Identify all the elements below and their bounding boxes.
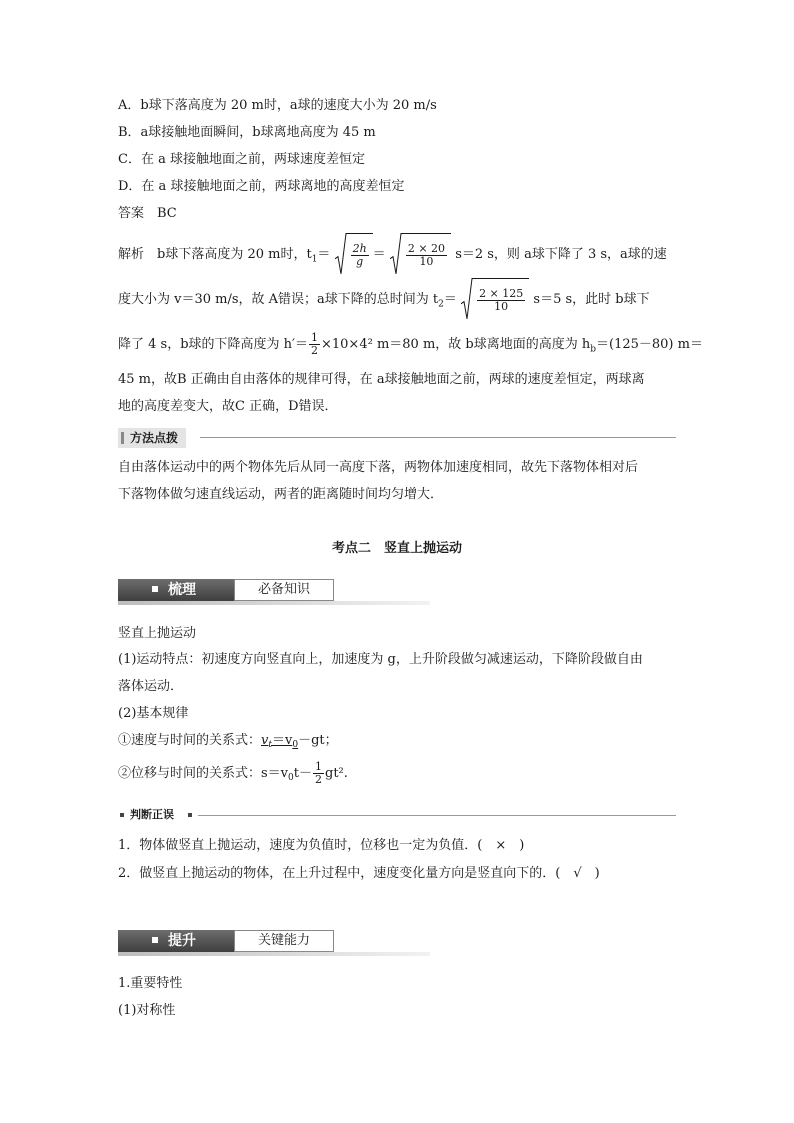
formula-part: gt². — [325, 766, 348, 781]
option-a: A．b球下落高度为 20 m时，a球的速度大小为 20 m/s — [118, 98, 437, 113]
analysis-line-2 — [118, 278, 650, 325]
knowledge-p3 — [118, 731, 338, 755]
analysis-line-4: 45 m，故B 正确由自由落体的规律可得，在 a球接触地面之前，两球的速度差恒定，两球离 — [118, 372, 645, 387]
subscript: 0 — [288, 773, 294, 783]
divider — [200, 437, 676, 438]
formula-part: ＝v — [272, 733, 293, 748]
tip-line-1: 自由落体运动中的两个物体先后从同一高度下落，两物体加速度相同，故先下落物体相对后 — [118, 460, 639, 475]
analysis-text: s＝5 s，此时 b球下 — [533, 292, 650, 307]
section-header-light: 关键能力 — [234, 930, 334, 952]
analysis-text: 度大小为 v＝30 m/s，故 A错误；a球下降的总时间为 t — [118, 292, 439, 307]
option-d: D．在 a 球接触地面之前，两球离地的高度差恒定 — [118, 179, 405, 194]
formula-label: ①速度与时间的关系式： — [118, 733, 262, 748]
analysis-text: 解析 b球下落高度为 20 m时，t — [118, 247, 312, 262]
fraction: $\frac{1}{2}$ — [311, 331, 318, 357]
sqrt-2x20-over-10 — [390, 233, 451, 276]
subscript: 2 — [438, 299, 444, 310]
equals: ＝ — [372, 247, 386, 262]
analysis-text: ＝(125－80) m＝ — [596, 337, 703, 352]
judge-q1: 1．物体做竖直上抛运动，速度为负值时，位移也一定为负值．( × ) — [118, 838, 525, 853]
equals: ＝ — [317, 247, 331, 262]
fraction: $\frac{2 \times 20}{10}$ — [407, 242, 446, 268]
analysis-line-1 — [118, 233, 667, 280]
sqrt-2x125-over-10 — [461, 278, 529, 321]
method-tip-label: 方法点拨 — [118, 428, 186, 448]
divider — [198, 815, 676, 816]
method-tip-bar — [118, 428, 676, 448]
section-header-light: 必备知识 — [234, 579, 334, 601]
section-header-review — [118, 579, 430, 605]
subscript: 1 — [311, 254, 318, 265]
radical-sign-icon — [461, 278, 473, 321]
section-header-dark — [118, 579, 234, 601]
section-header-dark-label: 提升 — [168, 933, 196, 949]
radical-sign-icon — [335, 233, 347, 276]
judge-q2: 2．做竖直上抛运动的物体，在上升过程中，速度变化量方向是竖直向下的．( √ ) — [118, 866, 600, 881]
judge-label: 判断正误 — [130, 808, 174, 821]
tip-line-2: 下落物体做匀速直线运动，两者的距离随时间均匀增大． — [118, 487, 444, 502]
section-header-shadow — [118, 952, 430, 956]
fraction: $\frac{2h}{g}$ — [352, 242, 367, 268]
equals: ＝ — [443, 292, 457, 307]
knowledge-title: 竖直上抛运动 — [118, 626, 197, 641]
subscript: t — [268, 740, 272, 750]
knowledge-p1b: 落体运动． — [118, 679, 184, 694]
answer: 答案 BC — [118, 206, 177, 221]
section-header-improve — [118, 930, 430, 956]
section-title: 考点二 竖直上抛运动 — [331, 541, 462, 556]
square-bullet-icon — [152, 586, 158, 592]
square-bullet-icon — [152, 937, 158, 943]
fraction: $\frac{2 \times 125}{10}$ — [479, 287, 524, 313]
formula-label: ②位移与时间的关系式：s＝v — [118, 766, 289, 781]
square-bullet-icon — [120, 813, 124, 817]
analysis-line-3 — [118, 328, 703, 367]
subscript: b — [590, 344, 596, 355]
analysis-text: 降了 4 s，b球的下降高度为 h′＝ — [118, 337, 308, 352]
square-bullet-icon — [188, 813, 192, 817]
formula-var: v — [261, 733, 269, 748]
radical-sign-icon — [390, 233, 402, 276]
option-c: C．在 a 球接触地面之前，两球速度差恒定 — [118, 152, 365, 167]
section-header-shadow — [118, 601, 430, 605]
option-b: B．a球接触地面瞬间，b球离地高度为 45 m — [118, 125, 376, 140]
knowledge-p2: (2)基本规律 — [118, 706, 189, 721]
section-header-dark — [118, 930, 234, 952]
knowledge-p1a: (1)运动特点：初速度方向竖直向上，加速度为 g，上升阶段做匀减速运动，下降阶段做自由 — [118, 652, 643, 667]
ability-h1: 1.重要特性 — [118, 976, 183, 991]
subscript: 0 — [292, 740, 299, 750]
formula-part: －gt； — [298, 733, 338, 748]
fraction: $\frac{1}{2}$ — [315, 760, 322, 786]
section-header-dark-label: 梳理 — [168, 582, 196, 598]
sqrt-2h-over-g — [335, 233, 373, 276]
knowledge-p4 — [118, 757, 348, 795]
formula-part: t－ — [293, 766, 312, 781]
analysis-text: s＝2 s，则 a球下降了 3 s，a球的速 — [455, 247, 667, 262]
analysis-line-5: 地的高度差变大，故C 正确，D错误． — [118, 399, 338, 414]
analysis-text: ×10×4² m＝80 m，故 b球离地面的高度为 h — [321, 337, 591, 352]
ability-h2: (1)对称性 — [118, 1003, 176, 1018]
judge-bar — [118, 807, 676, 823]
formula-v — [261, 733, 272, 748]
